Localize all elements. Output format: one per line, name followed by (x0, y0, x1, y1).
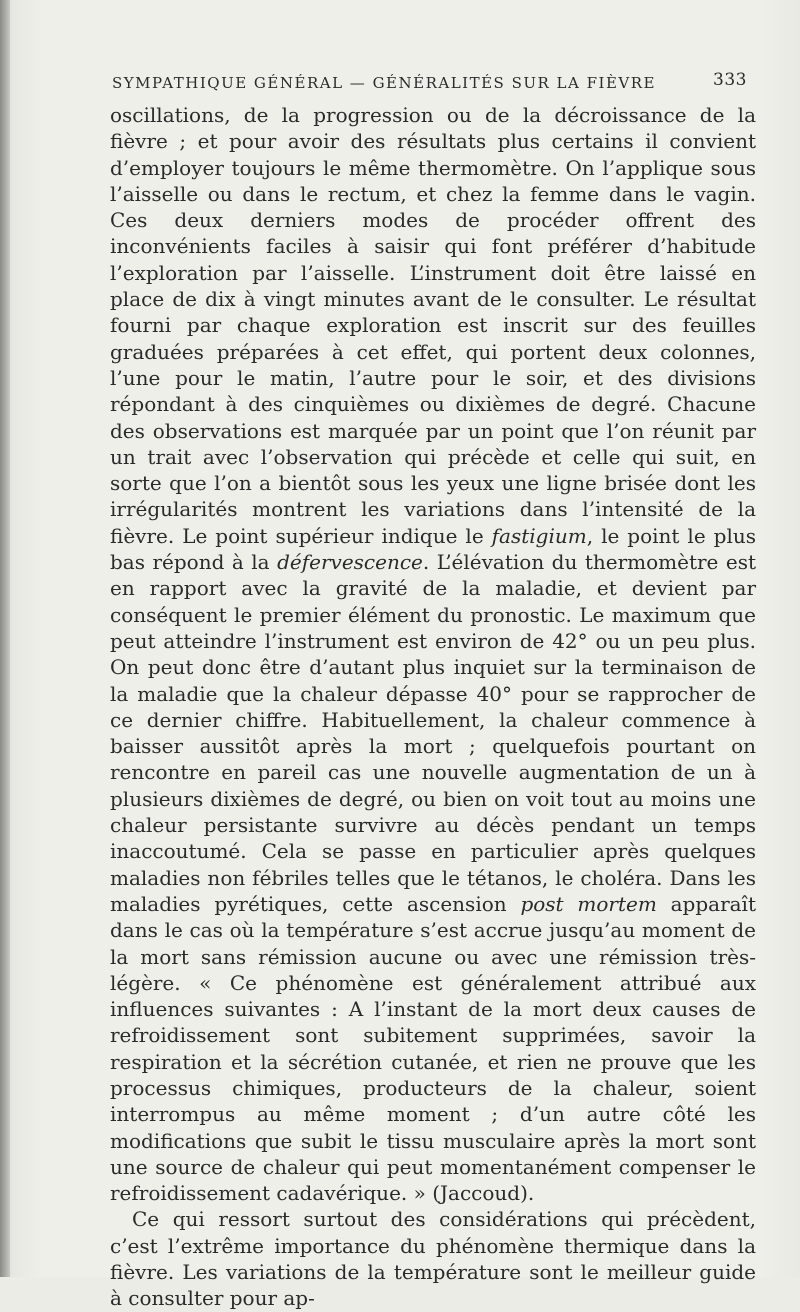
page-gutter-shadow (0, 0, 10, 1277)
page-header (112, 70, 747, 94)
paragraph-2: Ce qui ressort surtout des considérations qui précèdent, c’est l’extrême importance du phénomène thermique dans la fièvre. Les variations de la température sont le meilleur guide à consulter pour ap- (110, 1207, 756, 1311)
text-run: . L’élévation du thermomètre est en rapport avec la gravité de la maladie, et devient par conséquent le premier élément du pronostic. Le maximum que peut atteindre l’instrument est environ de 42° ou un peu plus. On peut donc être d’autant plus inquiet sur la terminaison de la maladie que la chaleur dépasse 40° pour se rapprocher de ce dernier chiffre. Habituellement, la chaleur commence à baisser aussitôt après la mort ; quelquefois pourtant on rencontre en pareil cas une nouvelle augmentation de un à plusieurs dixièmes de degré, ou bien on voit tout au moins une chaleur persistante survivre au décès pendant un temps inaccoutumé. Cela se passe en particulier après quelques maladies non fébriles telles que le tétanos, le choléra. Dans les maladies pyrétiques, cette ascension (110, 550, 757, 916)
italic-term-fastigium: fastigium (491, 523, 587, 548)
text-run: apparaît dans le cas où la température s’est accrue jusqu’au moment de la mort sans rémission aucune ou avec une rémission très-légère. « Ce phénomène est généralement attribué aux influences suivantes : A l’instant de la mort deux causes de refroidissement sont subitement supprimées, savoir la respiration et la sécrétion cutanée, et rien ne prouve que les processus chimiques, producteurs de la chaleur, soient interrompus au même moment ; d’un autre côté les modifications que subit le tissu musculaire après la mort sont une source de chaleur qui peut momentanément compenser le refroidissement cadavérique. » (Jaccoud). (110, 891, 756, 1206)
paragraph-1 (110, 102, 756, 1206)
text-run: , le point le plus bas répond à la (110, 523, 756, 575)
page-body (110, 102, 756, 1312)
page-number: 333 (713, 70, 747, 90)
text-run: oscillations, de la progression ou de la décroissance de la fièvre ; et pour avoir des résultats plus certains il convient d’employer toujours le même thermomètre. On l’applique sous l’aisselle ou dans le rectum, et chez la femme dans le vagin. Ces deux derniers modes de procéder offrent des inconvénients faciles à saisir qui font préférer d’habitude l’exploration par l’aisselle. L’instrument doit être laissé en place de dix à vingt minutes avant de le consulter. Le résultat fourni par chaque exploration est inscrit sur des feuilles graduées préparées à cet effet, qui portent deux colonnes, l’une pour le matin, l’autre pour le soir, et des divisions répondant à des cinquièmes ou dixièmes de degré. Chacune des observations est marquée par un point que l’on réunit par un trait avec l’observation qui précède et celle qui suit, en sorte que l’on a bientôt sous les yeux une ligne brisée dont les irrégularités montrent les variations dans l’intensité de la fièvre. Le point supérieur indique le (110, 103, 756, 548)
italic-term-post-mortem: post mortem (520, 891, 657, 916)
running-head: SYMPATHIQUE GÉNÉRAL — GÉNÉRALITÉS SUR LA FIÈVRE (112, 74, 656, 92)
italic-term-defervescence: défervescence (277, 550, 423, 575)
